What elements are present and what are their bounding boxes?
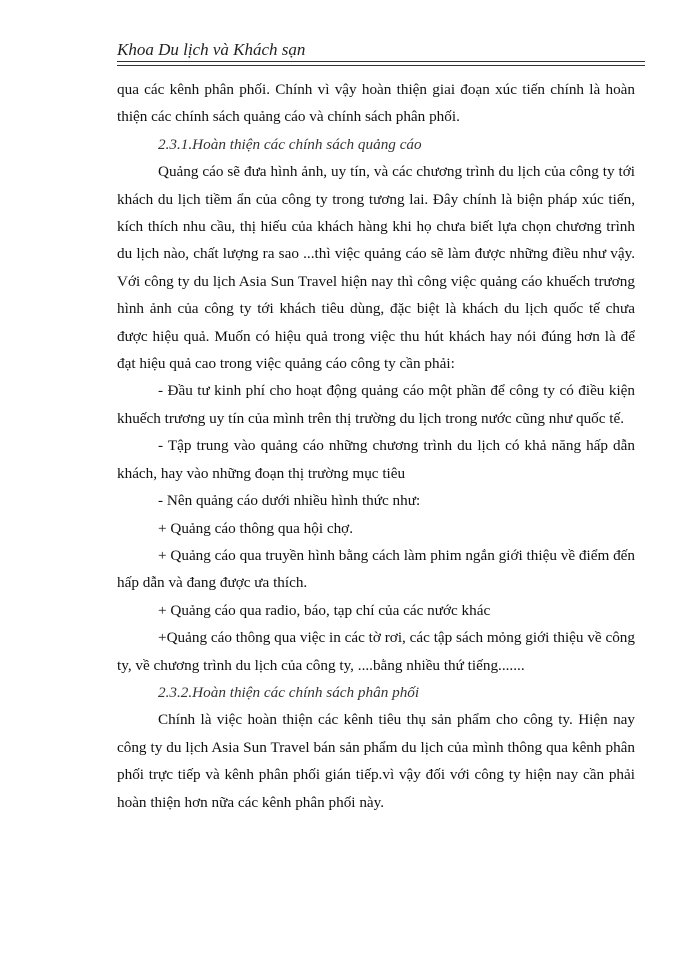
header-rule-top (117, 61, 645, 62)
list-item: + Quảng cáo thông qua hội chợ. (158, 519, 354, 537)
section-heading-distribution: 2.3.2.Hoàn thiện các chính sách phân phối (158, 683, 420, 701)
section-heading-advertising: 2.3.1.Hoàn thiện các chính sách quảng cáo (158, 135, 422, 153)
list-item: +Quảng cáo thông qua việc in các tờ rơi, các tập sách mỏng giới thiệu về công ty, về chương trình du lịch của công ty, ....bằng nhiều thứ tiếng....... (117, 629, 635, 674)
list-item: - Đầu tư kinh phí cho hoạt động quảng cáo một phần để công ty có điều kiện khuếch trương uy tín của mình trên thị trường du lịch trong nước cũng như quốc tế. (117, 382, 635, 427)
document-body (117, 76, 635, 816)
page-header-title: Khoa Du lịch và Khách sạn (117, 40, 306, 59)
list-item: + Quảng cáo qua truyền hình bằng cách làm phim ngắn giới thiệu về điểm đến hấp dẫn và đang được ưa thích. (117, 546, 635, 592)
list-item: + Quảng cáo qua radio, báo, tạp chí của các nước khác (158, 601, 491, 619)
list-item: - Tập trung vào quảng cáo những chương trình du lịch có khả năng hấp dẫn khách, hay vào những đoạn thị trường mục tiêu (117, 437, 635, 482)
paragraph-advertising: Quảng cáo sẽ đưa hình ảnh, uy tín, và các chương trình du lịch của công ty tới khách du lịch tiềm ẩn của công ty trong tương lai. Đây chính là biện pháp xúc tiến, kích thích nhu cầu, thị hiếu của khách hàng khi họ chưa biết lựa chọn chương trình du lịch nào, chất lượng ra sao ...thì việc quảng cáo sẽ làm được những điều như vậy. Với công ty du lịch Asia Sun Travel hiện nay thì công việc quảng cáo khuếch trương hình ảnh của công ty tới khách tiêu dùng, đặc biệt là khách du lịch quốc tế chưa được hiệu quả. Muốn có hiệu quả trong việc thu hút khách hay nói đúng hơn là để đạt hiệu quả cao trong việc quảng cáo công ty cần phải: (117, 163, 635, 373)
paragraph-intro: qua các kênh phân phối. Chính vì vậy hoàn thiện giai đoạn xúc tiến chính là hoàn thiện các chính sách quảng cáo và chính sách phân phối. (117, 81, 635, 126)
list-item: - Nên quảng cáo dưới nhiều hình thức như: (158, 492, 421, 510)
header-rule-bottom (117, 65, 645, 66)
paragraph-distribution: Chính là việc hoàn thiện các kênh tiêu thụ sản phẩm cho công ty. Hiện nay công ty du lịch Asia Sun Travel bán sản phẩm du lịch của mình thông qua kênh phân phối trực tiếp và kênh phân phối gián tiếp.vì vậy đối với công ty hiện nay cần phải hoàn thiện hơn nữa các kênh phân phối này. (117, 711, 635, 811)
